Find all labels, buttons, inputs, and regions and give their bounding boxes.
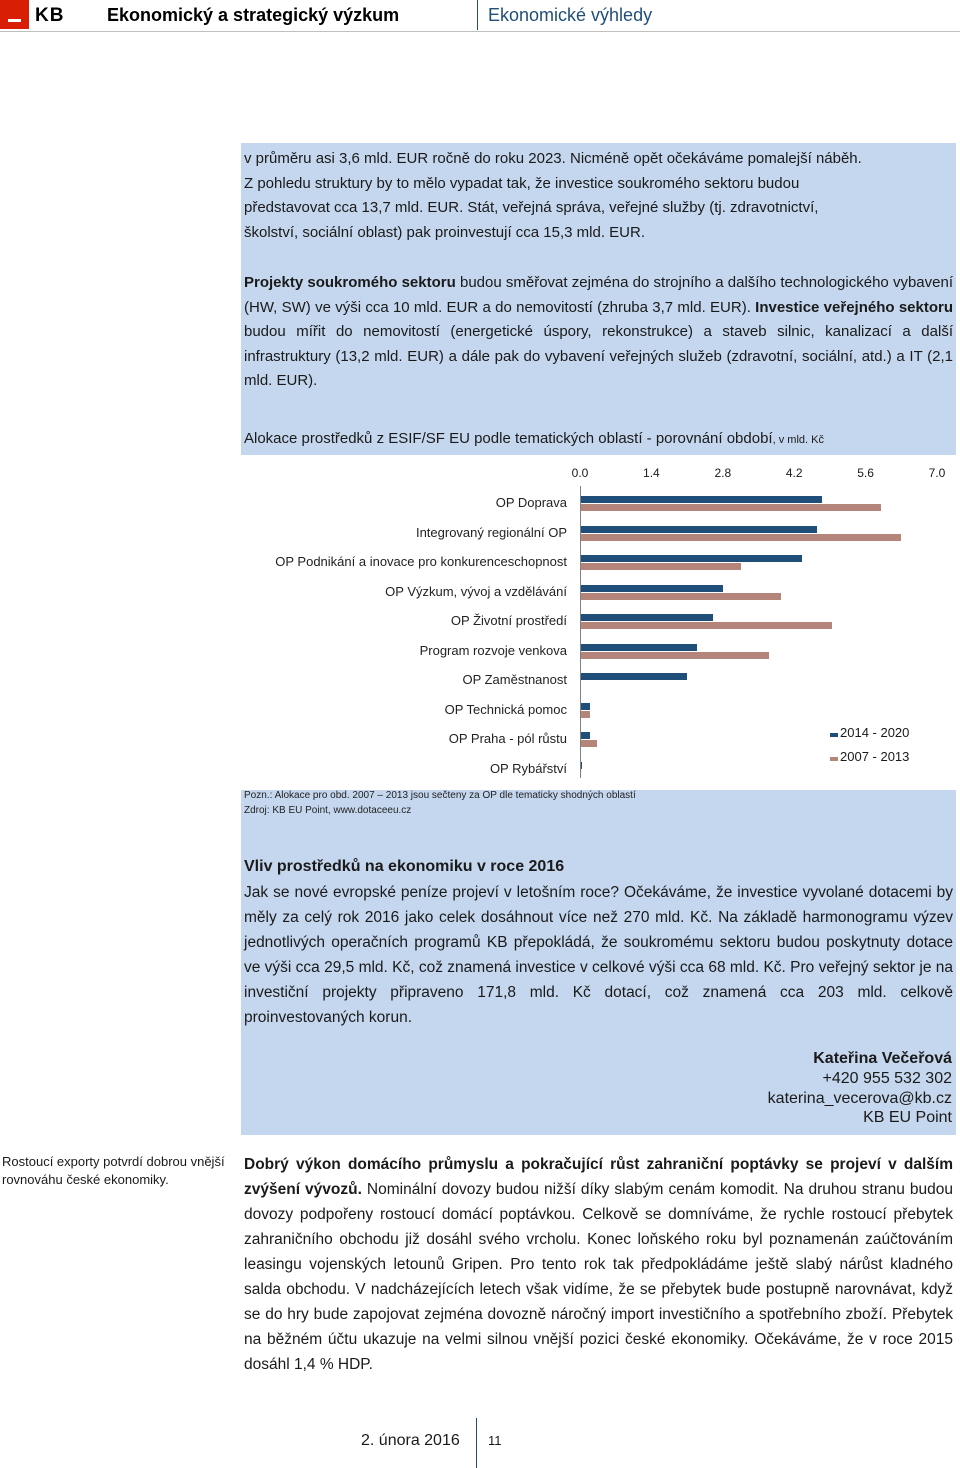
signature-name: Kateřina Večeřová: [813, 1050, 952, 1067]
chart-unit: , v mld. Kč: [772, 434, 824, 446]
x-tick-label: 1.4: [643, 466, 660, 480]
bar-2014-2020: [580, 644, 697, 651]
bar-2007-2013: [580, 563, 741, 570]
header-title: Ekonomický a strategický výzkum: [107, 5, 400, 25]
header-subtitle: Ekonomické výhledy: [488, 5, 653, 25]
bar-2007-2013: [580, 504, 881, 511]
kb-logo-text: KB: [35, 5, 65, 26]
section3-bold: Dobrý výkon domácího průmyslu a pokračující růst zahraniční poptávky se projeví v dalším zvýšení vývozů.: [244, 1156, 953, 1198]
bar-2014-2020: [580, 555, 802, 562]
x-tick-label: 0.0: [571, 466, 589, 480]
section-title-vliv: Vliv prostředků na ekonomiku v roce 2016: [244, 858, 565, 875]
margin-note: Rostoucí exporty potvrdí dobrou vnější rovnováhu české ekonomiky.: [2, 1154, 225, 1187]
chart-title: [244, 430, 824, 447]
section2-text: Jak se nové evropské peníze projeví v letošním roce? Očekáváme, že investice vyvolané dotacemi by měly za celý rok 2016 jako celek dosáhnout více než 270 mld. Kč. Na základě harmonogramu výzev jednotlivých operačních programů KB přepokládá, že soukromému sektoru budou poskytnuty dotace ve výši cca 29,5 mld. Kč, což znamená investice v celkové výši cca 68 mld. Kč. Pro veřejný sektor je na investiční projekty připraveno 171,8 mld. Kč dotací, což znamená cca 203 mld. celkově proinvestovaných korun.: [244, 884, 953, 1026]
category-label: OP Doprava: [495, 495, 567, 510]
category-label: OP Technická pomoc: [444, 701, 567, 717]
paragraph-2: [244, 271, 953, 394]
category-label: Program rozvoje venkova: [419, 642, 567, 658]
x-tick-label: 5.6: [857, 466, 874, 480]
bar-2014-2020: [580, 496, 822, 503]
header-rule: [0, 31, 960, 32]
bar-2007-2013: [580, 652, 769, 659]
p1-line: Z pohledu struktury by to mělo vypadat tak, že investice soukromého sektoru budou: [244, 174, 800, 192]
chart-title-text: Alokace prostředků z ESIF/SF EU podle tematických oblastí - porovnání období: [244, 430, 773, 447]
bar-2007-2013: [580, 534, 901, 541]
category-label: OP Zaměstnanost: [462, 672, 567, 687]
section3-text: [244, 1152, 953, 1377]
logo-bar: [8, 19, 21, 22]
p1-line: představovat cca 13,7 mld. EUR. Stát, veřejná správa, veřejné služby (tj. zdravotnictví,: [244, 199, 819, 216]
bar-2014-2020: [580, 673, 687, 680]
legend-2007: 2007 - 2013: [840, 749, 910, 764]
chart-note: Pozn.: Alokace pro obd. 2007 – 2013 jsou sečteny za OP dle tematicky shodných oblastí: [244, 790, 636, 801]
bar-2007-2013: [580, 740, 597, 747]
section3-body: Nominální dovozy budou nižší díky slabým cenám komodit. Na druhou stranu budou dovozy podpořeny rostoucí domácí poptávkou. Celkově se domníváme, že rychle rostoucí přebytek zahraničního obchodu již dosáhl svého vrcholu. Konec loňského roku byl poznamenán zaúčtováním leasingu vojenských letounů Gripen. Pro tento rok tak předpokládáme ještě slabý nárůst kladného salda obchodu. V nadcházejících letech však vidíme, že se přebytek bude postupně narovnávat, když se do hry bude zapojovat zejména dovozně náročný import investičního a spotřebního zboží. Přebytek na běžném účtu ukazuje na velmi silnou vnější pozici české ekonomiky. Očekáváme, že v roce 2015 dosáhl 1,4 % HDP.: [244, 1181, 953, 1373]
footer-separator: [476, 1418, 477, 1468]
chart-axis: [580, 486, 581, 778]
category-label: OP Životní prostředí: [450, 613, 567, 628]
bar-2007-2013: [580, 711, 590, 718]
signature-org: KB EU Point: [863, 1109, 952, 1126]
x-tick-label: 7.0: [928, 466, 946, 480]
p1-line: školství, sociální oblast) pak proinvestují cca 15,3 mld. EUR.: [244, 223, 646, 241]
category-label: Integrovaný regionální OP: [415, 524, 567, 540]
page-number: 11: [488, 1433, 502, 1448]
x-tick-label: 2.8: [714, 466, 732, 480]
chart-source: Zdroj: KB EU Point, www.dotaceeu.cz: [244, 805, 412, 816]
category-label: OP Výzkum, vývoj a vzdělávání: [385, 583, 567, 599]
category-label: OP Praha - pól růstu: [448, 731, 567, 746]
footer-date: 2. února 2016: [361, 1432, 460, 1449]
category-label: OP Podnikání a inovace pro konkurenceschopnost: [275, 554, 567, 569]
header-separator: [477, 0, 478, 30]
bar-2014-2020: [580, 585, 723, 592]
legend-2014: 2014 - 2020: [840, 725, 910, 740]
bar-2014-2020: [580, 732, 590, 739]
p2-text-2: budou mířit do nemovitostí (energetické úspory, rekonstrukce) a staveb silnic, kanalizací a další infrastruktury (13,2 mld. EUR) a dále pak do vybavení veřejných služeb (zdravotní, sociální, atd.) a IT (2,1 mld. EUR).: [244, 323, 953, 389]
p2-bold-1: Projekty soukromého sektoru: [244, 274, 456, 291]
legend-swatch-2014: [830, 733, 838, 737]
bar-2014-2020: [580, 614, 713, 621]
x-tick-label: 4.2: [785, 466, 803, 480]
signature-email[interactable]: katerina_vecerova@kb.cz: [767, 1090, 952, 1107]
paragraph-1: [244, 147, 953, 245]
p2-bold-2: Investice veřejného sektoru: [755, 298, 954, 316]
category-label: OP Rybářství: [489, 760, 567, 776]
p1-line: v průměru asi 3,6 mld. EUR ročně do roku 2023. Nicméně opět očekáváme pomalejší náběh.: [244, 150, 862, 167]
kb-logo-mark: [0, 0, 29, 29]
bar-2007-2013: [580, 622, 832, 629]
signature-phone: +420 955 532 302: [822, 1070, 952, 1087]
bar-2014-2020: [580, 526, 817, 533]
bar-2007-2013: [580, 593, 781, 600]
legend-swatch-2007: [830, 757, 838, 761]
p2-text-1: budou směřovat zejména do strojního a dalšího technologického vybavení (HW, SW) ve výši cca 10 mld. EUR a do nemovitostí (zhruba 3,7 mld. EUR).: [244, 274, 953, 316]
bar-2014-2020: [580, 703, 590, 710]
